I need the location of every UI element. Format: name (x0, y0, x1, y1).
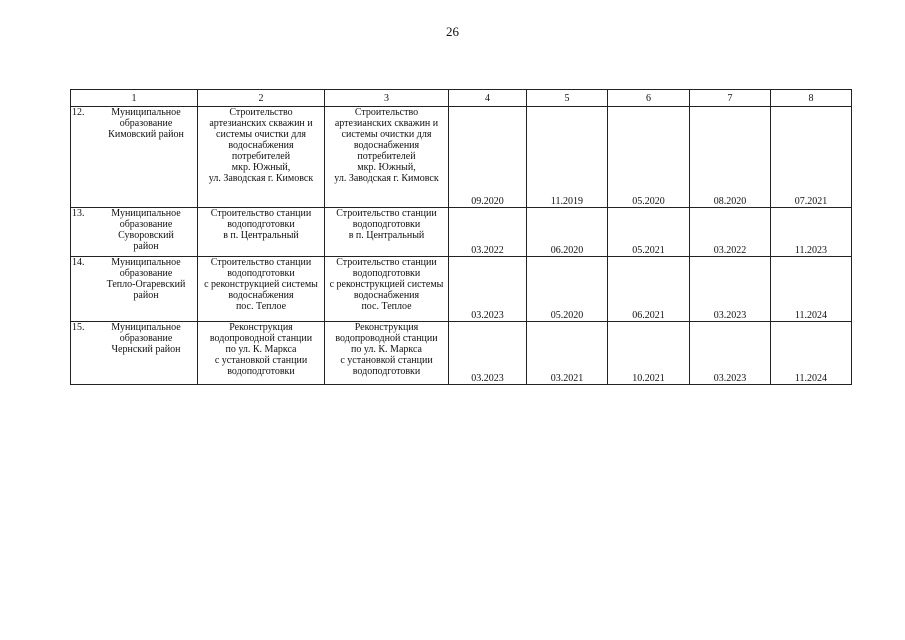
municipality-name: Муниципальное образование Чернский район (111, 322, 181, 355)
date-cell: 05.2021 (608, 208, 690, 257)
column-header: 2 (198, 90, 325, 107)
project-description: Строительство станции водоподготовки с реконструкцией системы водоснабжения пос. Теплое (198, 257, 325, 322)
column-header: 5 (527, 90, 608, 107)
date-cell: 03.2021 (527, 322, 608, 385)
project-description-repeat: Строительство артезианских скважин и системы очистки для водоснабжения потребителей мкр. Южный, ул. Заводская г. Кимовск (325, 107, 449, 208)
row-number: 15. (72, 322, 85, 333)
date-cell: 11.2024 (771, 322, 852, 385)
date-cell: 03.2022 (449, 208, 527, 257)
date-cell: 06.2020 (527, 208, 608, 257)
column-header: 8 (771, 90, 852, 107)
municipality-name: Муниципальное образование Тепло-Огаревский район (106, 257, 186, 301)
date-cell: 03.2022 (690, 208, 771, 257)
date-cell: 05.2020 (527, 257, 608, 322)
column-header: 1 (71, 90, 198, 107)
row-identity-cell (71, 322, 198, 385)
date-cell: 09.2020 (449, 107, 527, 208)
project-description-repeat: Строительство станции водоподготовки в п. Центральный (325, 208, 449, 257)
date-cell: 11.2019 (527, 107, 608, 208)
project-description: Строительство артезианских скважин и системы очистки для водоснабжения потребителей мкр. Южный, ул. Заводская г. Кимовск (198, 107, 325, 208)
table-row (71, 322, 852, 385)
row-number: 12. (72, 107, 85, 118)
date-cell: 05.2020 (608, 107, 690, 208)
project-description: Строительство станции водоподготовки в п. Центральный (198, 208, 325, 257)
column-header: 4 (449, 90, 527, 107)
date-cell: 03.2023 (690, 322, 771, 385)
date-cell: 03.2023 (449, 322, 527, 385)
date-cell: 06.2021 (608, 257, 690, 322)
row-identity-cell (71, 208, 198, 257)
date-cell: 11.2023 (771, 208, 852, 257)
project-description-repeat: Реконструкция водопроводной станции по ул. К. Маркса с установкой станции водоподготовки (325, 322, 449, 385)
municipality-name: Муниципальное образование Суворовский район (111, 208, 181, 252)
page-number: 26 (446, 24, 459, 39)
date-cell: 08.2020 (690, 107, 771, 208)
date-cell: 03.2023 (690, 257, 771, 322)
row-number: 13. (72, 208, 85, 219)
date-cell: 11.2024 (771, 257, 852, 322)
project-description-repeat: Строительство станции водоподготовки с реконструкцией системы водоснабжения пос. Теплое (325, 257, 449, 322)
column-header: 6 (608, 90, 690, 107)
column-header: 7 (690, 90, 771, 107)
schedule-table (70, 89, 852, 385)
municipality-name: Муниципальное образование Кимовский район (108, 107, 184, 140)
table-row (71, 208, 852, 257)
column-header: 3 (325, 90, 449, 107)
row-identity-cell (71, 107, 198, 208)
header-row (71, 90, 852, 107)
row-number: 14. (72, 257, 85, 268)
table-row (71, 107, 852, 208)
table-row (71, 257, 852, 322)
project-description: Реконструкция водопроводной станции по ул. К. Маркса с установкой станции водоподготовки (198, 322, 325, 385)
date-cell: 10.2021 (608, 322, 690, 385)
date-cell: 03.2023 (449, 257, 527, 322)
row-identity-cell (71, 257, 198, 322)
date-cell: 07.2021 (771, 107, 852, 208)
